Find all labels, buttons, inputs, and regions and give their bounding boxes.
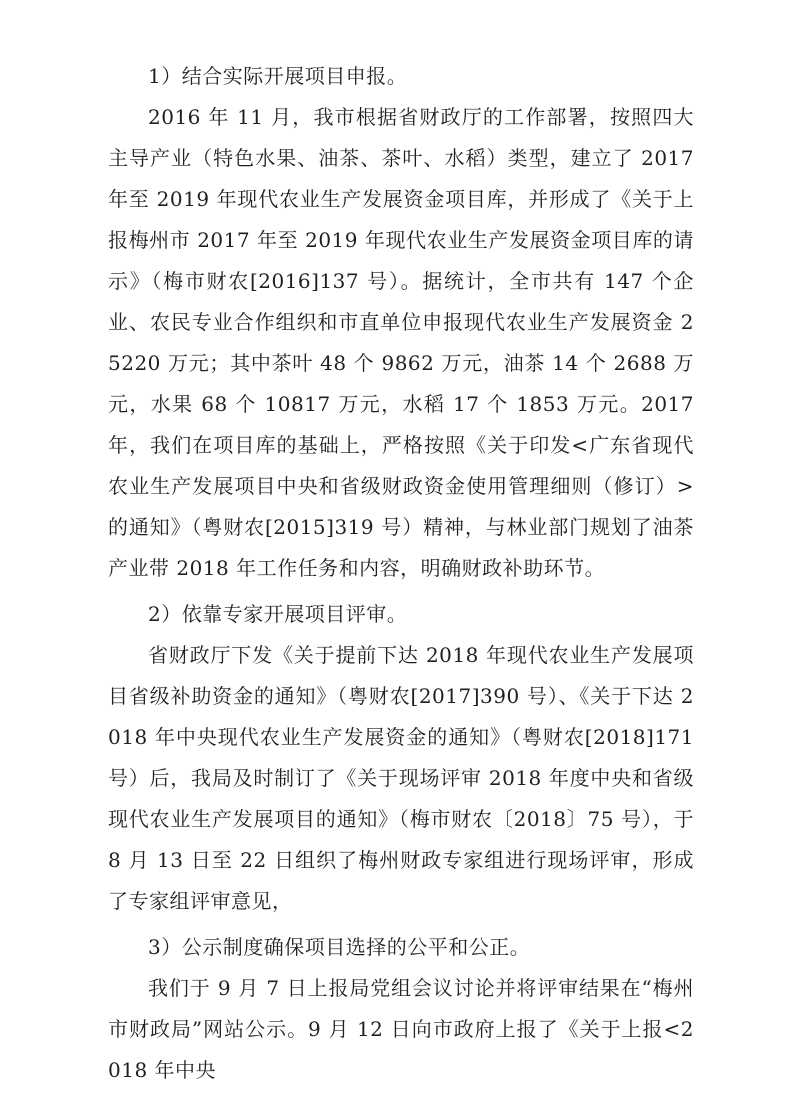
section-3-heading: 3）公示制度确保项目选择的公平和公正。 bbox=[148, 935, 531, 959]
document-body bbox=[108, 56, 694, 1091]
section-3-paragraph: 我们于 9 月 7 日上报局党组会议讨论并将评审结果在“梅州市财政局”网站公示。9 月 12 日向市政府上报了《关于上报<2018 年中央 bbox=[108, 976, 694, 1082]
section-1-heading: 1）结合实际开展项目申报。 bbox=[148, 64, 408, 88]
section-2-heading: 2）依靠专家开展项目评审。 bbox=[148, 602, 408, 626]
section-1-paragraph: 2016 年 11 月，我市根据省财政厅的工作部署，按照四大主导产业（特色水果、油茶、茶叶、水稻）类型，建立了 2017 年至 2019 年现代农业生产发展资金项目库，并形成了《关于上报梅州市 2017 年至 2019 年现代农业生产发展资金项目库的请示》（梅市财农[2016]137 号）。据统计，全市共有 147 个企业、农民专业合作组织和市直单位申报现代农业生产发展资金 25220 万元；其中茶叶 48 个 9862 万元，油茶 14 个 2688 万元，水果 68 个 10817 万元，水稻 17 个 1853 万元。2017 年，我们在项目库的基础上，严格按照《关于印发<广东省现代农业生产发展项目中央和省级财政资金使用管理细则（修订）>的通知》（粤财农[2015]319 号）精神，与林业部门规划了油茶产业带 2018 年工作任务和内容，明确财政补助环节。 bbox=[108, 105, 694, 580]
section-2-paragraph: 省财政厅下发《关于提前下达 2018 年现代农业生产发展项目省级补助资金的通知》（粤财农[2017]390 号）、《关于下达 2018 年中央现代农业生产发展资金的通知》（粤财农[2018]171 号）后，我局及时制订了《关于现场评审 2018 年度中央和省级现代农业生产发展项目的通知》（梅市财农〔2018〕75 号），于 8 月 13 日至 22 日组织了梅州财政专家组进行现场评审，形成了专家组评审意见， bbox=[108, 643, 694, 913]
